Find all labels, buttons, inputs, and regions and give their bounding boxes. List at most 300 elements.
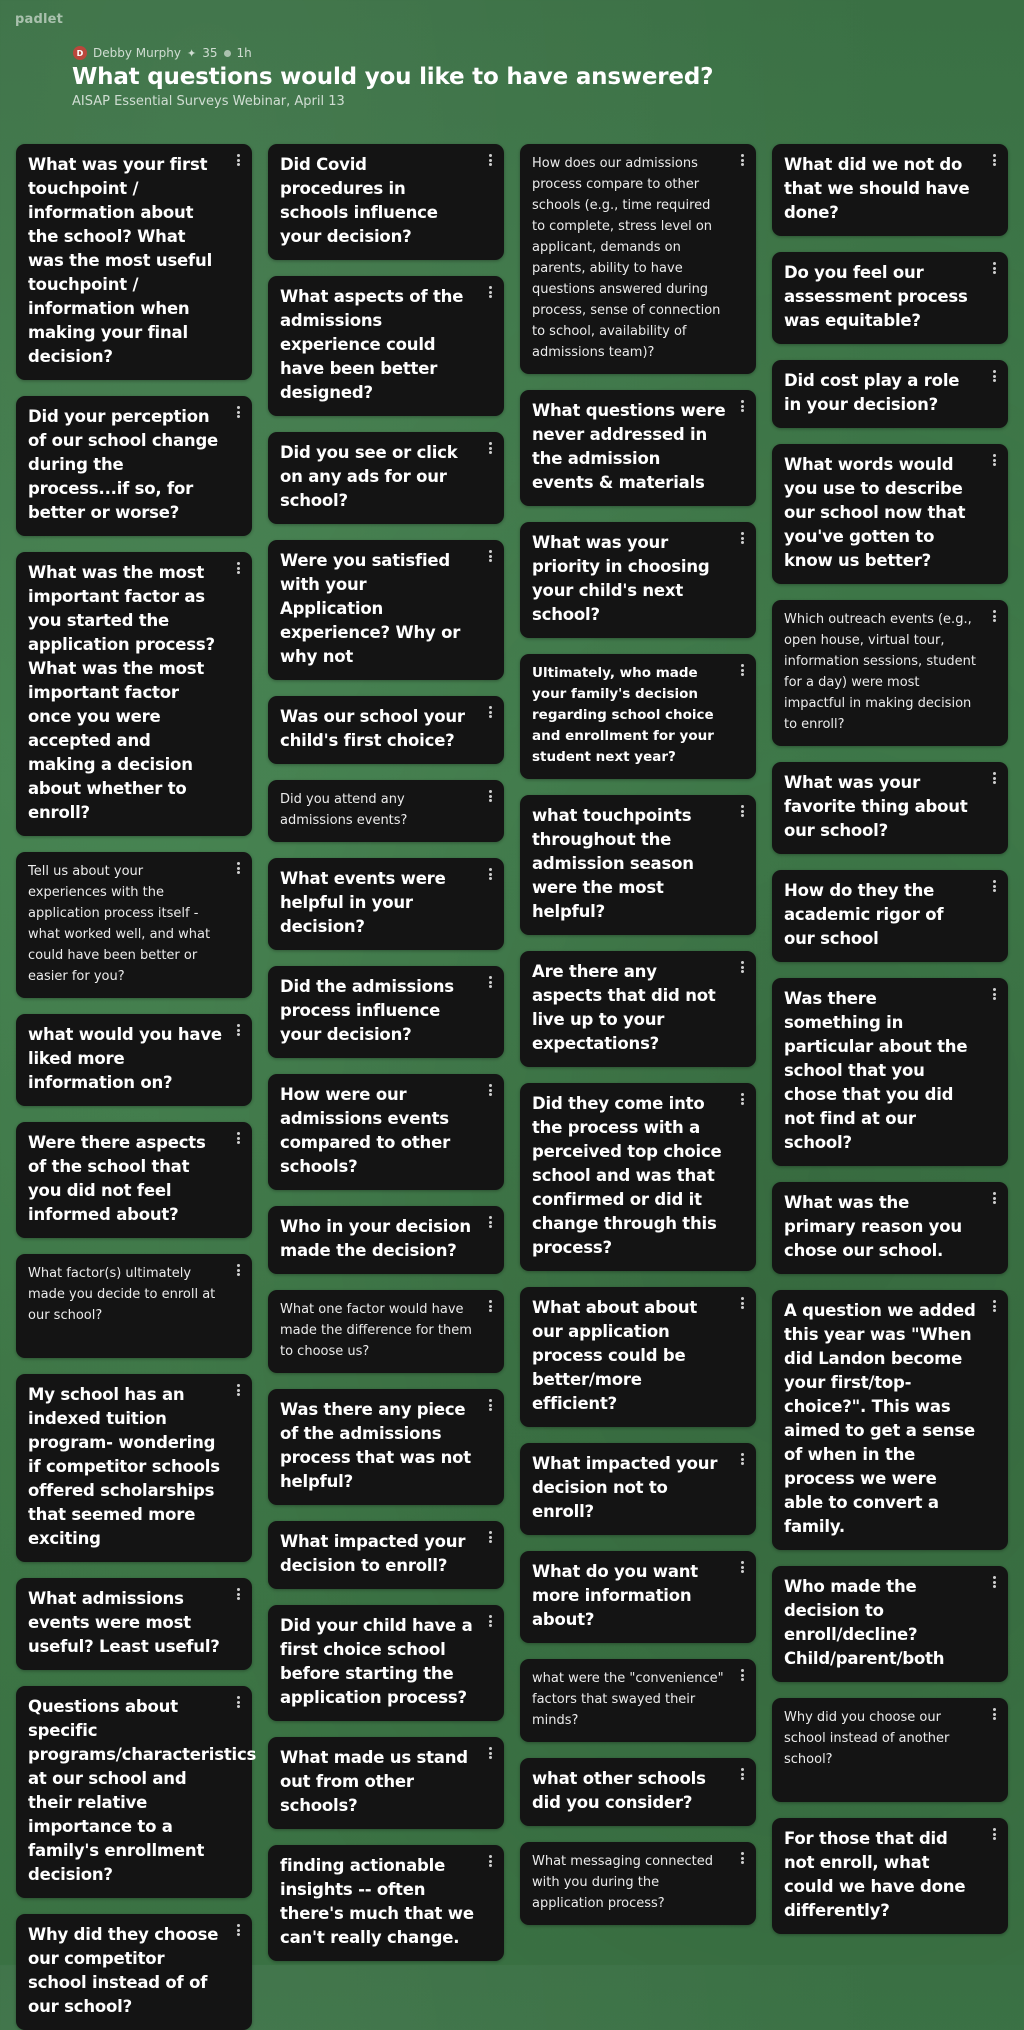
more-options-icon[interactable]: [484, 704, 496, 720]
post-text: finding actionable insights -- often there's much that we can't really change.: [280, 1856, 474, 1947]
more-options-icon[interactable]: [736, 959, 748, 975]
post-card[interactable]: [268, 858, 504, 950]
post-card[interactable]: [772, 1290, 1008, 1550]
kebab-dot: [993, 1309, 996, 1312]
more-options-icon[interactable]: [484, 1298, 496, 1314]
kebab-dot: [993, 1713, 996, 1716]
kebab-dot: [489, 1305, 492, 1308]
post-card[interactable]: [16, 1686, 257, 1898]
more-options-icon[interactable]: [988, 1190, 1000, 1206]
kebab-dot: [741, 1768, 744, 1771]
kebab-dot: [237, 406, 240, 409]
kebab-dot: [489, 873, 492, 876]
post-card[interactable]: [772, 978, 1008, 1166]
post-text: Was our school your child's first choice?: [280, 707, 465, 750]
kebab-dot: [741, 810, 744, 813]
kebab-dot: [489, 1408, 492, 1411]
kebab-dot: [237, 1696, 240, 1699]
post-text: what touchpoints throughout the admission season were the most helpful?: [532, 806, 694, 921]
more-options-icon[interactable]: [736, 803, 748, 819]
post-card[interactable]: [16, 1122, 252, 1238]
kebab-dot: [489, 1747, 492, 1750]
more-options-icon[interactable]: [736, 1451, 748, 1467]
kebab-dot: [237, 415, 240, 418]
kebab-dot: [489, 451, 492, 454]
post-text: what were the "convenience" factors that swayed their minds?: [532, 1671, 724, 1728]
kebab-dot: [237, 1024, 240, 1027]
kebab-dot: [489, 550, 492, 553]
post-card[interactable]: [268, 540, 504, 680]
post-card[interactable]: [520, 522, 756, 638]
kebab-dot: [237, 1384, 240, 1387]
more-options-icon[interactable]: [232, 1694, 244, 1710]
kebab-dot: [489, 1399, 492, 1402]
post-card[interactable]: [16, 396, 252, 536]
more-options-icon[interactable]: [484, 788, 496, 804]
more-options-icon[interactable]: [988, 770, 1000, 786]
more-options-icon[interactable]: [988, 452, 1000, 468]
kebab-dot: [993, 154, 996, 157]
more-options-icon[interactable]: [736, 1091, 748, 1107]
kebab-dot: [489, 1756, 492, 1759]
kebab-dot: [237, 1132, 240, 1135]
kebab-dot: [489, 706, 492, 709]
post-text: A question we added this year was "When did Landon become your first/top-choice?". This was aimed to get a sense of when in the process we were able to convert a family.: [784, 1301, 976, 1536]
kebab-dot: [993, 271, 996, 274]
post-card[interactable]: [772, 600, 1008, 746]
kebab-dot: [993, 1192, 996, 1195]
kebab-dot: [237, 411, 240, 414]
post-text: How were our admissions events compared to other schools?: [280, 1085, 451, 1176]
kebab-dot: [741, 970, 744, 973]
kebab-dot: [993, 781, 996, 784]
more-options-icon[interactable]: [484, 548, 496, 564]
more-options-icon[interactable]: [232, 860, 244, 876]
more-options-icon[interactable]: [736, 1766, 748, 1782]
kebab-dot: [237, 567, 240, 570]
kebab-dot: [993, 772, 996, 775]
post-card[interactable]: [520, 1083, 756, 1271]
kebab-dot: [741, 814, 744, 817]
post-text: How does our admissions process compare to other schools (e.g., time required to complete, stress level on applicant, demands on parents, ability to have questions answered during process, sense of connection to school, availability of admissions team)?: [532, 156, 721, 360]
more-options-icon[interactable]: [988, 1706, 1000, 1722]
post-card[interactable]: [268, 1521, 504, 1589]
kebab-dot: [489, 976, 492, 979]
kebab-dot: [489, 711, 492, 714]
more-options-icon[interactable]: [232, 1382, 244, 1398]
kebab-dot: [489, 163, 492, 166]
post-text: Did they come into the process with a perceived top choice school and was that confirmed or did it change through this process?: [532, 1094, 722, 1257]
more-options-icon[interactable]: [484, 1853, 496, 1869]
kebab-dot: [237, 1273, 240, 1276]
kebab-dot: [489, 1536, 492, 1539]
post-text: What impacted your decision not to enroll?: [532, 1454, 718, 1521]
post-card[interactable]: [520, 951, 756, 1067]
kebab-dot: [993, 262, 996, 265]
post-card[interactable]: [268, 276, 504, 416]
kebab-dot: [237, 871, 240, 874]
more-options-icon[interactable]: [232, 152, 244, 168]
post-text: Are there any aspects that did not live up to your expectations?: [532, 962, 716, 1053]
kebab-dot: [489, 799, 492, 802]
kebab-dot: [489, 868, 492, 871]
kebab-dot: [489, 981, 492, 984]
kebab-dot: [741, 1852, 744, 1855]
post-text: What was the most important factor as you started the application process? What was the most important factor once you were accepted and making a decision about whether to enroll?: [28, 563, 215, 822]
more-options-icon[interactable]: [736, 398, 748, 414]
kebab-dot: [741, 1678, 744, 1681]
kebab-dot: [489, 159, 492, 162]
post-text: My school has an indexed tuition program- wondering if competitor schools offered scholarships that seemed more exciting: [28, 1385, 220, 1548]
kebab-dot: [489, 1404, 492, 1407]
kebab-dot: [993, 375, 996, 378]
kebab-dot: [993, 463, 996, 466]
more-options-icon[interactable]: [484, 1397, 496, 1413]
kebab-dot: [489, 286, 492, 289]
post-card[interactable]: [520, 1842, 756, 1925]
kebab-dot: [237, 1597, 240, 1600]
kebab-dot: [489, 1221, 492, 1224]
kebab-dot: [741, 1561, 744, 1564]
post-card[interactable]: [268, 1074, 504, 1190]
more-options-icon[interactable]: [736, 1667, 748, 1683]
kebab-dot: [489, 1216, 492, 1219]
post-card[interactable]: [520, 1659, 756, 1742]
kebab-dot: [741, 541, 744, 544]
post-card[interactable]: [772, 1698, 1008, 1802]
post-text: Ultimately, who made your family's decision regarding school choice and enrollment for your student next year?: [532, 665, 714, 765]
post-text: What was the primary reason you chose our school.: [784, 1193, 962, 1260]
kebab-dot: [489, 154, 492, 157]
kebab-dot: [489, 877, 492, 880]
post-card[interactable]: [268, 1206, 504, 1274]
like-count: 35: [202, 46, 218, 60]
post-card[interactable]: [772, 144, 1008, 236]
kebab-dot: [237, 1389, 240, 1392]
kebab-dot: [489, 1225, 492, 1228]
post-text: What admissions events were most useful? Least useful?: [28, 1589, 220, 1656]
more-options-icon[interactable]: [232, 404, 244, 420]
post-time: 1h: [236, 46, 252, 60]
kebab-dot: [993, 267, 996, 270]
post-text: For those that did not enroll, what could we have done differently?: [784, 1829, 966, 1920]
kebab-dot: [489, 1089, 492, 1092]
post-text: What factor(s) ultimately made you decide to enroll at our school?: [28, 1266, 216, 1323]
post-card[interactable]: [268, 1845, 504, 1961]
kebab-dot: [741, 1669, 744, 1672]
kebab-dot: [993, 163, 996, 166]
post-card[interactable]: [772, 252, 1008, 344]
kebab-dot: [237, 1264, 240, 1267]
board-column-4: [772, 144, 1008, 2030]
kebab-dot: [489, 1855, 492, 1858]
post-text: What was your first touchpoint / information about the school? What was the most useful touchpoint / information when making your final decision?: [28, 155, 213, 366]
post-card[interactable]: [16, 144, 252, 380]
kebab-dot: [993, 1708, 996, 1711]
post-card[interactable]: [520, 1443, 756, 1535]
kebab-dot: [741, 537, 744, 540]
kebab-dot: [489, 559, 492, 562]
kebab-dot: [741, 961, 744, 964]
more-options-icon[interactable]: [736, 1559, 748, 1575]
more-options-icon[interactable]: [484, 1529, 496, 1545]
post-card[interactable]: [268, 1737, 504, 1829]
more-options-icon[interactable]: [484, 974, 496, 990]
kebab-dot: [741, 673, 744, 676]
post-card[interactable]: [16, 1014, 252, 1106]
post-text: What words would you use to describe our school now that you've gotten to know us better?: [784, 455, 966, 570]
post-card[interactable]: [520, 795, 756, 935]
kebab-dot: [237, 867, 240, 870]
kebab-dot: [741, 1566, 744, 1569]
post-card[interactable]: [268, 696, 504, 764]
post-card[interactable]: [772, 762, 1008, 854]
post-text: What do you want more information about?: [532, 1562, 698, 1629]
more-options-icon[interactable]: [736, 1295, 748, 1311]
post-card[interactable]: [772, 1566, 1008, 1682]
more-options-icon[interactable]: [988, 368, 1000, 384]
post-text: How do they the academic rigor of our school: [784, 881, 944, 948]
post-card[interactable]: [772, 444, 1008, 584]
kebab-dot: [993, 370, 996, 373]
post-text: Why did they choose our competitor school instead of of our school?: [28, 1925, 219, 2016]
kebab-dot: [993, 1201, 996, 1204]
post-text: Did Covid procedures in schools influence your decision?: [280, 155, 438, 246]
post-text: What impacted your decision to enroll?: [280, 1532, 466, 1575]
kebab-dot: [741, 1777, 744, 1780]
post-text: what other schools did you consider?: [532, 1769, 706, 1812]
post-text: Did cost play a role in your decision?: [784, 371, 960, 414]
more-options-icon[interactable]: [736, 1850, 748, 1866]
post-text: Was there something in particular about the school that you chose that you did not find at our school?: [784, 989, 968, 1152]
post-card[interactable]: [16, 1914, 252, 2030]
post-card[interactable]: [520, 1758, 756, 1826]
post-text: Who made the decision to enroll/decline? Child/parent/both: [784, 1577, 945, 1668]
kebab-dot: [489, 795, 492, 798]
kebab-dot: [993, 1305, 996, 1308]
post-card[interactable]: [16, 852, 252, 998]
kebab-dot: [489, 295, 492, 298]
post-text: Questions about specific programs/characteristics at our school and their relative importance to a family's enrollment decision?: [28, 1697, 257, 1884]
more-options-icon[interactable]: [232, 1262, 244, 1278]
kebab-dot: [237, 1929, 240, 1932]
kebab-dot: [741, 1306, 744, 1309]
post-card[interactable]: [520, 390, 756, 506]
kebab-dot: [993, 988, 996, 991]
kebab-dot: [489, 790, 492, 793]
kebab-dot: [489, 1093, 492, 1096]
kebab-dot: [237, 1137, 240, 1140]
kebab-dot: [237, 1933, 240, 1936]
kebab-dot: [993, 379, 996, 382]
kebab-dot: [741, 154, 744, 157]
kebab-dot: [489, 1309, 492, 1312]
kebab-dot: [237, 159, 240, 162]
post-card[interactable]: [268, 780, 504, 842]
kebab-dot: [489, 1864, 492, 1867]
kebab-dot: [741, 1773, 744, 1776]
kebab-dot: [741, 1570, 744, 1573]
post-text: What was your priority in choosing your child's next school?: [532, 533, 710, 624]
kebab-dot: [993, 993, 996, 996]
post-text: Did you attend any admissions events?: [280, 792, 408, 828]
kebab-dot: [993, 159, 996, 162]
post-text: Were there aspects of the school that you did not feel informed about?: [28, 1133, 206, 1224]
more-options-icon[interactable]: [232, 1022, 244, 1038]
post-text: What events were helpful in your decision?: [280, 869, 446, 936]
board-columns: [16, 144, 1008, 2030]
more-options-icon[interactable]: [988, 260, 1000, 276]
kebab-dot: [489, 715, 492, 718]
more-options-icon[interactable]: [988, 878, 1000, 894]
kebab-dot: [489, 1615, 492, 1618]
post-text: Who in your decision made the decision?: [280, 1217, 471, 1260]
post-text: Did you see or click on any ads for our school?: [280, 443, 458, 510]
post-card[interactable]: [520, 1287, 756, 1427]
kebab-dot: [993, 1717, 996, 1720]
post-text: What aspects of the admissions experience could have been better designed?: [280, 287, 464, 402]
post-card[interactable]: [268, 1290, 504, 1373]
more-options-icon[interactable]: [484, 1082, 496, 1098]
post-card[interactable]: [268, 1389, 504, 1505]
kebab-dot: [237, 1705, 240, 1708]
more-options-icon[interactable]: [988, 608, 1000, 624]
kebab-dot: [741, 1102, 744, 1105]
kebab-dot: [237, 571, 240, 574]
more-options-icon[interactable]: [232, 1130, 244, 1146]
more-options-icon[interactable]: [988, 1298, 1000, 1314]
post-text: Which outreach events (e.g., open house, virtual tour, information sessions, student for a day) were most impactful in making decision to enroll?: [784, 612, 977, 732]
more-options-icon[interactable]: [988, 152, 1000, 168]
post-text: Did your child have a first choice school before starting the application process?: [280, 1616, 473, 1707]
post-text: What one factor would have made the difference for them to choose us?: [280, 1302, 472, 1359]
more-options-icon[interactable]: [232, 1586, 244, 1602]
page-subtitle: AISAP Essential Surveys Webinar, April 13: [72, 94, 345, 109]
more-options-icon[interactable]: [988, 1826, 1000, 1842]
post-card[interactable]: [520, 1551, 756, 1643]
kebab-dot: [489, 1300, 492, 1303]
post-card[interactable]: [268, 432, 504, 524]
kebab-dot: [237, 163, 240, 166]
more-options-icon[interactable]: [484, 440, 496, 456]
kebab-dot: [993, 880, 996, 883]
kebab-dot: [237, 1269, 240, 1272]
post-card[interactable]: [16, 552, 252, 836]
more-options-icon[interactable]: [484, 866, 496, 882]
page-title: What questions would you like to have answered?: [72, 64, 714, 90]
post-card[interactable]: [268, 1605, 504, 1721]
kebab-dot: [741, 163, 744, 166]
more-options-icon[interactable]: [736, 662, 748, 678]
kebab-dot: [993, 454, 996, 457]
kebab-dot: [993, 1837, 996, 1840]
kebab-dot: [741, 1857, 744, 1860]
kebab-dot: [993, 619, 996, 622]
kebab-dot: [489, 291, 492, 294]
more-options-icon[interactable]: [988, 1574, 1000, 1590]
kebab-dot: [993, 997, 996, 1000]
post-card[interactable]: [772, 1182, 1008, 1274]
kebab-dot: [741, 409, 744, 412]
padlet-logo[interactable]: padlet: [15, 12, 64, 27]
more-options-icon[interactable]: [484, 1745, 496, 1761]
kebab-dot: [993, 1576, 996, 1579]
separator-dot-icon: [224, 50, 231, 57]
board-column-1: [16, 144, 257, 2030]
kebab-dot: [237, 1393, 240, 1396]
post-card[interactable]: [16, 1578, 252, 1670]
post-card[interactable]: [772, 360, 1008, 428]
post-text: What about about our application process could be better/more efficient?: [532, 1298, 698, 1413]
more-options-icon[interactable]: [484, 1214, 496, 1230]
kebab-dot: [237, 562, 240, 565]
kebab-dot: [489, 442, 492, 445]
more-options-icon[interactable]: [232, 1922, 244, 1938]
kebab-dot: [741, 664, 744, 667]
kebab-dot: [741, 669, 744, 672]
post-text: Why did you choose our school instead of another school?: [784, 1710, 950, 1767]
star-icon: ✦: [187, 46, 197, 60]
more-options-icon[interactable]: [988, 986, 1000, 1002]
post-text: What was your favorite thing about our school?: [784, 773, 968, 840]
kebab-dot: [741, 1453, 744, 1456]
kebab-dot: [489, 1084, 492, 1087]
kebab-dot: [237, 1033, 240, 1036]
author-avatar[interactable]: D: [73, 46, 87, 60]
kebab-dot: [993, 885, 996, 888]
kebab-dot: [741, 966, 744, 969]
post-card[interactable]: [268, 966, 504, 1058]
post-text: What did we not do that we should have done?: [784, 155, 970, 222]
kebab-dot: [489, 1624, 492, 1627]
kebab-dot: [993, 610, 996, 613]
post-card[interactable]: [268, 144, 504, 260]
post-meta: [73, 46, 252, 60]
kebab-dot: [993, 459, 996, 462]
more-options-icon[interactable]: [232, 560, 244, 576]
kebab-dot: [993, 1828, 996, 1831]
board-column-3: [520, 144, 756, 2030]
kebab-dot: [993, 889, 996, 892]
kebab-dot: [237, 862, 240, 865]
kebab-dot: [489, 1752, 492, 1755]
post-text: What messaging connected with you during the application process?: [532, 1854, 714, 1911]
kebab-dot: [741, 1458, 744, 1461]
more-options-icon[interactable]: [484, 1613, 496, 1629]
kebab-dot: [741, 1861, 744, 1864]
post-text: What questions were never addressed in the admission events & materials: [532, 401, 726, 492]
more-options-icon[interactable]: [484, 152, 496, 168]
kebab-dot: [489, 1860, 492, 1863]
kebab-dot: [993, 1585, 996, 1588]
post-card[interactable]: [772, 1818, 1008, 1934]
post-card[interactable]: [520, 144, 756, 374]
post-card[interactable]: [16, 1374, 252, 1562]
post-card[interactable]: [772, 870, 1008, 962]
post-text: Were you satisfied with your Application experience? Why or why not: [280, 551, 461, 666]
kebab-dot: [237, 1593, 240, 1596]
more-options-icon[interactable]: [484, 284, 496, 300]
more-options-icon[interactable]: [736, 530, 748, 546]
kebab-dot: [489, 555, 492, 558]
post-card[interactable]: [16, 1254, 252, 1358]
post-card[interactable]: [520, 654, 756, 779]
kebab-dot: [741, 159, 744, 162]
kebab-dot: [741, 1302, 744, 1305]
more-options-icon[interactable]: [736, 152, 748, 168]
kebab-dot: [489, 1620, 492, 1623]
kebab-dot: [237, 1701, 240, 1704]
